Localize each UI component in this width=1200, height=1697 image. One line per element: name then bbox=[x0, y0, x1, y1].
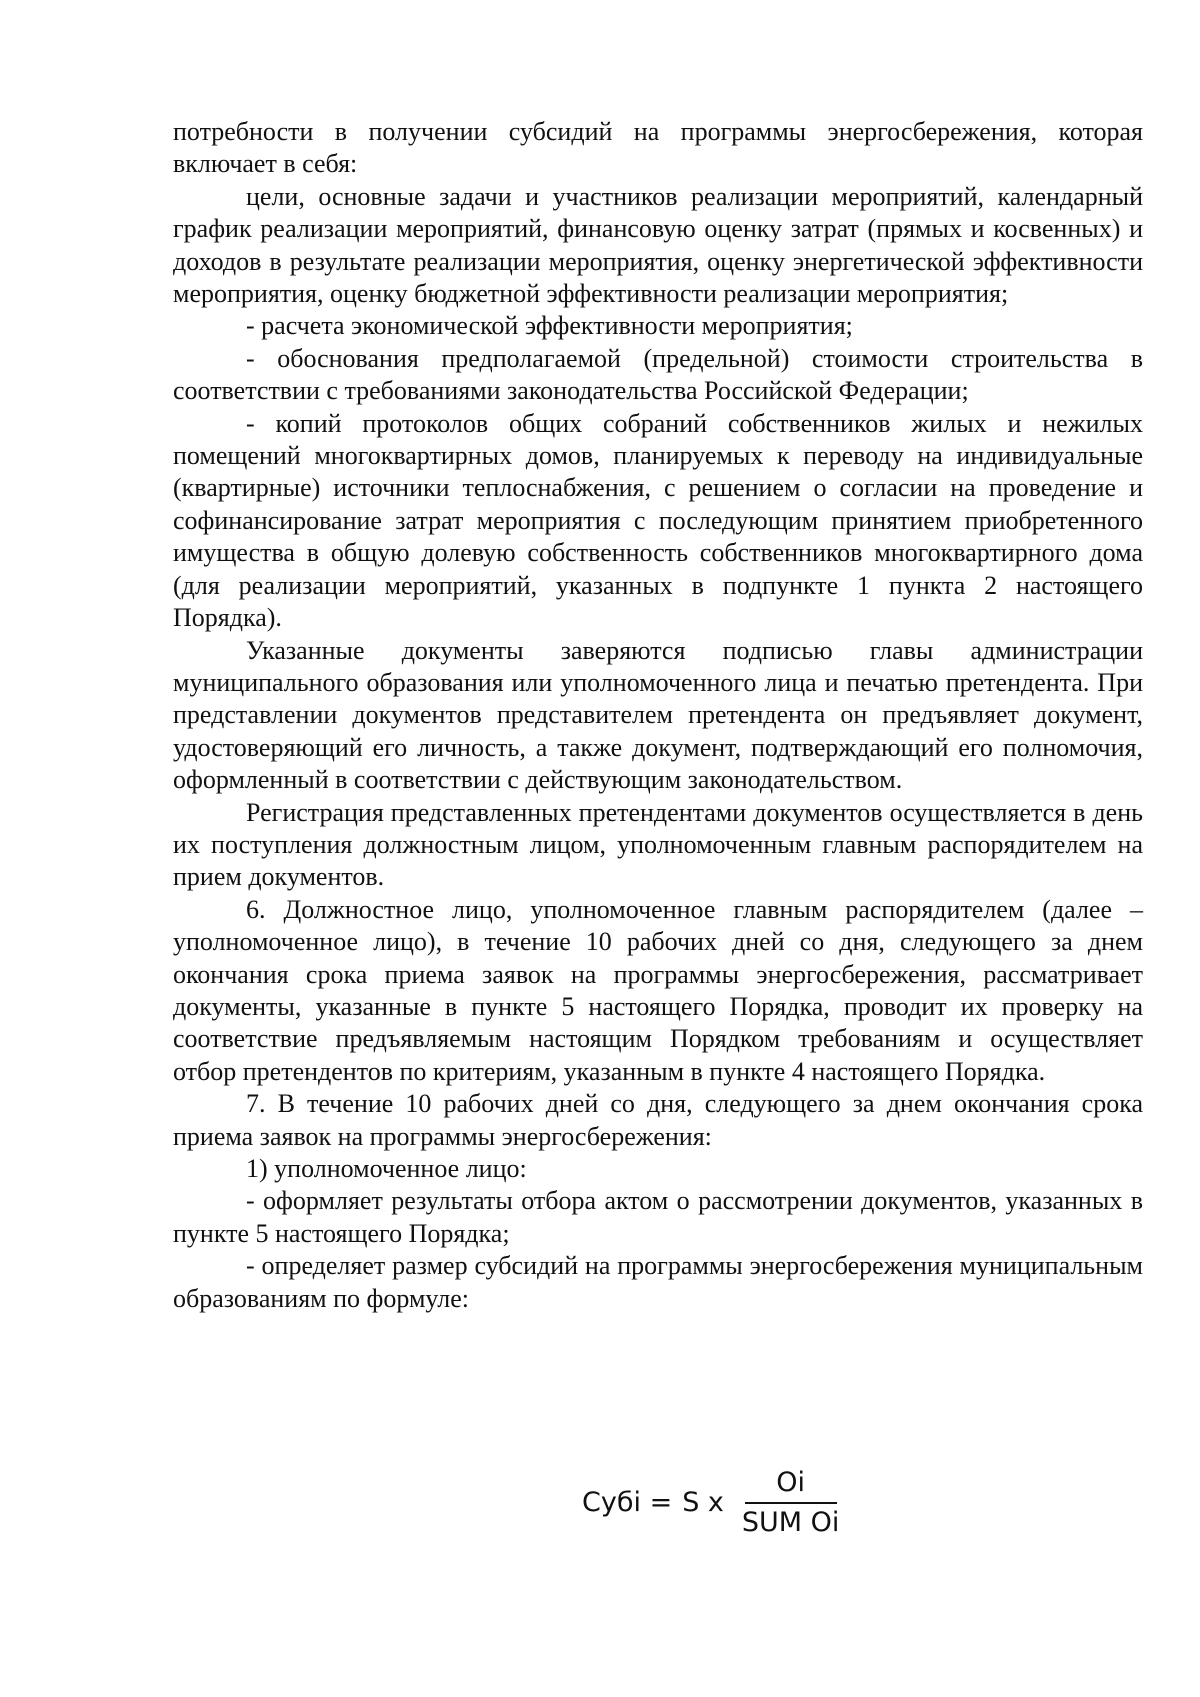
paragraph-10: 1) уполномоченное лицо: bbox=[246, 1154, 527, 1183]
subsidy-formula bbox=[582, 1468, 845, 1538]
paragraph-5: - копий протоколов общих собраний собственников жилых и нежилых помещений многоквартирных домов, планируемых к переводу на индивидуальные (квартирные) источники теплоснабжения, с решением о согласии на проведение и софинансирование затрат мероприятия с последующим принятием приобретенного имущества в общую долевую собственность собственников многоквартирного дома (для реализации мероприятий, указанных в подпункте 1 пункта 2 настоящего Порядка). bbox=[173, 408, 1143, 633]
formula-denominator: SUM Oi bbox=[741, 1507, 840, 1538]
formula-factor: S x bbox=[682, 1486, 724, 1518]
document-body bbox=[173, 116, 1143, 1315]
paragraph-1: потребности в получении субсидий на программы энергосбережения, которая включает в себя: bbox=[173, 117, 1143, 179]
paragraph-7: Регистрация представленных претендентами документов осуществляется в день их поступления должностным лицом, уполномоченным главным распорядителем на прием документов. bbox=[173, 797, 1143, 892]
paragraph-12: - определяет размер субсидий на программы энергосбережения муниципальным образованиям по формуле: bbox=[173, 1251, 1143, 1313]
formula-lhs: Субi = bbox=[582, 1486, 673, 1518]
paragraph-8: 6. Должностное лицо, уполномоченное главным распорядителем (далее – уполномоченное лицо), в течение 10 рабочих дней со дня, следующего за днем окончания срока приема заявок на программы энергосбережения, рассматривает документы, указанные в пункте 5 настоящего Порядка, проводит их проверку на соответствие предъявляемым настоящим Порядком требованиям и осуществляет отбор претендентов по критериям, указанным в пункте 4 настоящего Порядка. bbox=[173, 894, 1143, 1086]
paragraph-3: - расчета экономической эффективности мероприятия; bbox=[246, 311, 853, 341]
formula-fraction bbox=[736, 1468, 846, 1538]
paragraph-11: - оформляет результаты отбора актом о рассмотрении документов, указанных в пункте 5 настоящего Порядка; bbox=[173, 1186, 1143, 1248]
paragraph-2: цели, основные задачи и участников реализации мероприятий, календарный график реализации мероприятий, финансовую оценку затрат (прямых и косвенных) и доходов в результате реализации мероприятия, оценку энергетической эффективности мероприятия, оценку бюджетной эффективности реализации мероприятия; bbox=[173, 181, 1143, 309]
paragraph-6: Указанные документы заверяются подписью главы администрации муниципального образования или уполномоченного лица и печатью претендента. При представлении документов представителем претендента он предъявляет документ, удостоверяющий его личность, а также документ, подтверждающий его полномочия, оформленный в соответствии с действующим законодательством. bbox=[173, 635, 1143, 795]
paragraph-9: 7. В течение 10 рабочих дней со дня, следующего за днем окончания срока приема заявок на программы энергосбережения: bbox=[173, 1089, 1143, 1151]
formula-numerator: Oi bbox=[776, 1467, 806, 1498]
paragraph-4: - обоснования предполагаемой (предельной) стоимости строительства в соответствии с требованиями законодательства Российской Федерации; bbox=[173, 343, 1143, 406]
